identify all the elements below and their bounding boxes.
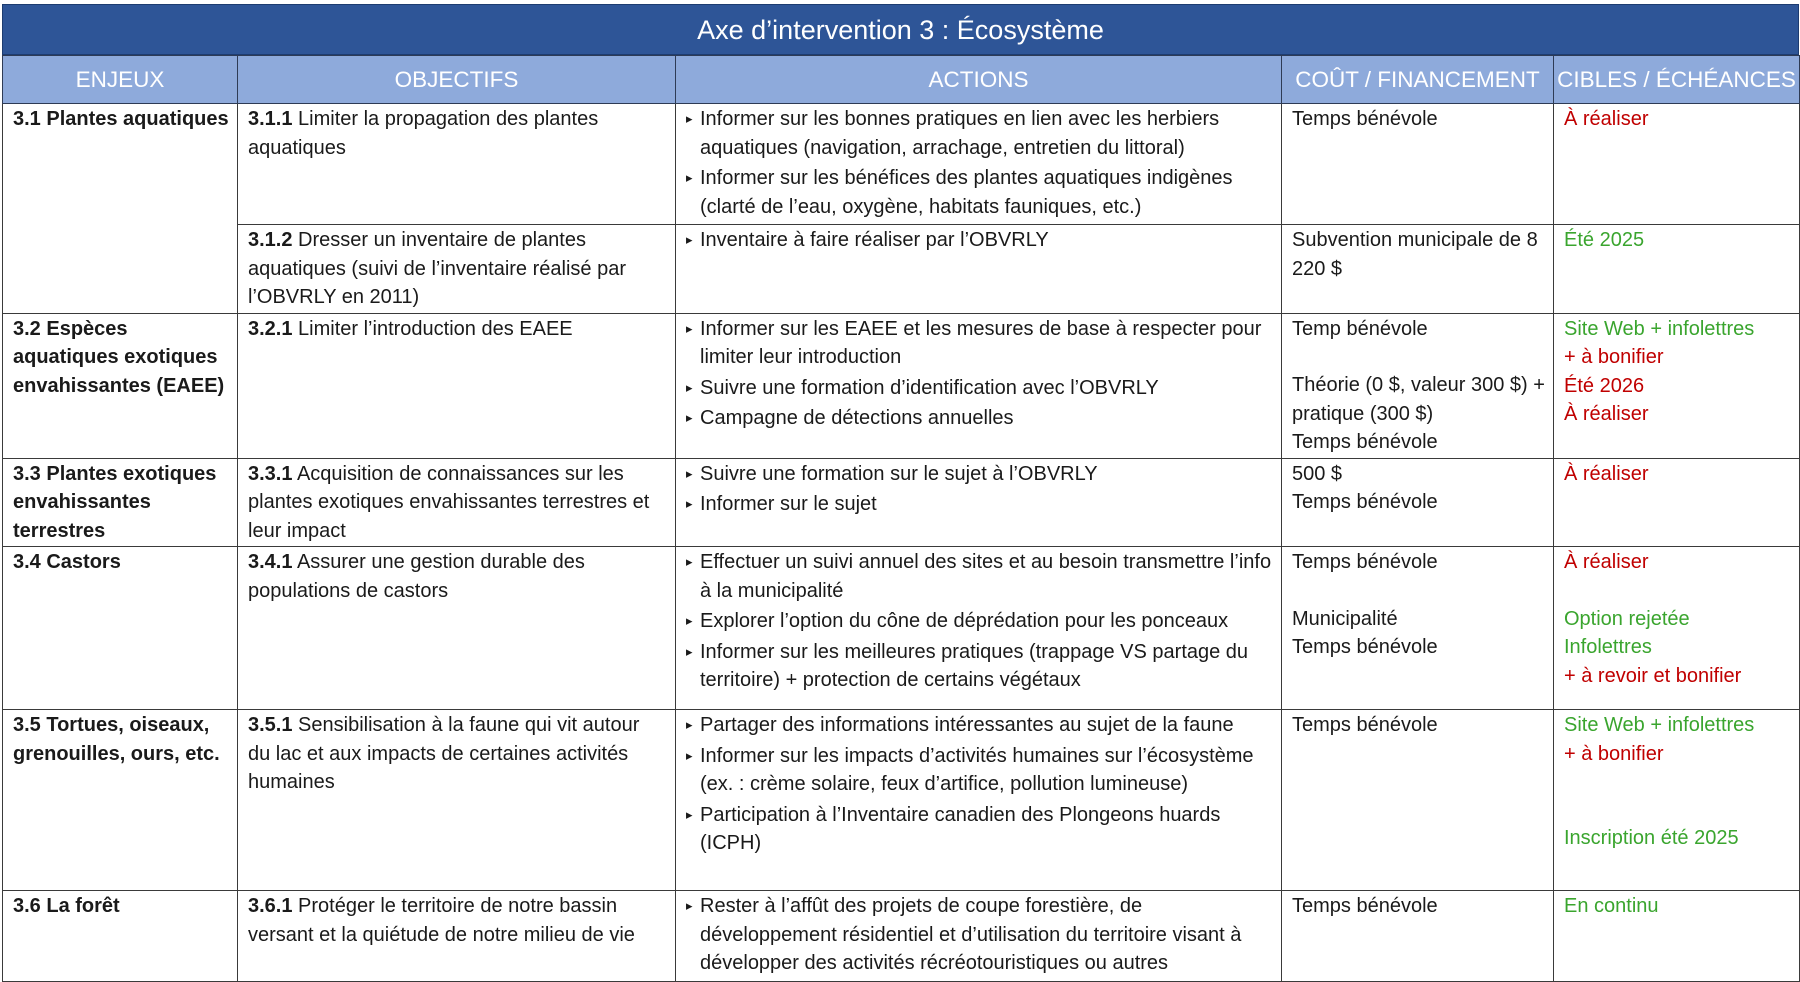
cout-line: Municipalité: [1292, 607, 1398, 630]
cout-line: Temps bénévole: [1292, 895, 1438, 917]
cibles-cell: [1554, 891, 1800, 982]
actions-cell: [676, 891, 1282, 982]
objectif-cell: [238, 225, 676, 314]
sheet-title: Axe d’intervention 3 : Écosystème: [2, 4, 1799, 55]
action-item: ▸ Rester à l’affût des projets de coupe forestière, de développement résidentiel et d’utilisation du territoire visant à développer des activités récréotouristiques ou autres: [686, 892, 1273, 978]
objectif-text: Acquisition de connaissances sur les plantes exotiques envahissantes terrestres et leur impact: [248, 462, 650, 542]
action-item: ▸ Informer sur les meilleures pratiques (trappage VS partage du territoire) + protection de certains végétaux: [686, 638, 1273, 695]
header-actions: ACTIONS: [676, 56, 1282, 104]
cible-line: Été 2025: [1564, 229, 1645, 251]
objectif-text: Sensibilisation à la faune qui vit autour du lac et aux impacts de certaines activités humaines: [248, 714, 640, 793]
header-row: [3, 56, 1800, 104]
cible-line: À réaliser: [1564, 108, 1649, 130]
table-row: [3, 313, 1800, 458]
cibles-cell: [1554, 104, 1800, 225]
cible-line: Option rejetée: [1564, 607, 1690, 630]
cout-line: Temps bénévole: [1292, 551, 1438, 573]
cible-line: Infolettres: [1564, 636, 1652, 658]
table-row: [3, 458, 1800, 547]
objectif-text: Assurer une gestion durable des populations de castors: [248, 551, 585, 602]
cibles-cell: [1554, 458, 1800, 547]
action-item: ▸ Informer sur les impacts d’activités humaines sur l’écosystème (ex. : crème solaire, feux d’artifice, pollution lumineuse): [686, 742, 1273, 799]
enjeu-cell: 3.4 Castors: [3, 547, 238, 710]
header-objectifs: OBJECTIFS: [238, 56, 676, 104]
intervention-table: [2, 55, 1800, 982]
action-item: ▸ Inventaire à faire réaliser par l’OBVRLY: [686, 226, 1273, 255]
cout-line: 500 $: [1292, 462, 1343, 485]
action-item: ▸ Suivre une formation sur le sujet à l’OBVRLY: [686, 460, 1273, 489]
actions-cell: [676, 313, 1282, 458]
cout-cell: [1282, 891, 1554, 982]
cible-line: Site Web + infolettres: [1564, 317, 1755, 340]
objectif-cell: [238, 458, 676, 547]
table-row: [3, 104, 1800, 225]
cout-cell: [1282, 104, 1554, 225]
action-item: ▸ Informer sur les EAEE et les mesures de base à respecter pour limiter leur introduction: [686, 315, 1273, 372]
cout-line: Subvention municipale de 8 220 $: [1292, 229, 1538, 280]
objectif-cell: [238, 547, 676, 710]
cible-line: Site Web + infolettres: [1564, 714, 1755, 736]
enjeu-cell: 3.2 Espèces aquatiques exotiques envahissantes (EAEE): [3, 313, 238, 458]
action-item: ▸ Participation à l’Inventaire canadien des Plongeons huards (ICPH): [686, 801, 1273, 858]
cible-line: + à bonifier: [1564, 346, 1664, 368]
objectif-number: 3.2.1: [248, 317, 293, 340]
objectif-text: Limiter l’introduction des EAEE: [298, 317, 573, 340]
objectif-text: Limiter la propagation des plantes aquatiques: [248, 108, 599, 159]
cout-line: Temps bénévole: [1292, 714, 1438, 736]
objectif-number: 3.1.2: [248, 229, 293, 251]
cible-line: + à revoir et bonifier: [1564, 664, 1742, 687]
action-item: ▸ Partager des informations intéressantes au sujet de la faune: [686, 711, 1273, 740]
cible-line: À réaliser: [1564, 551, 1649, 573]
cible-line: Inscription été 2025: [1564, 827, 1739, 849]
table-row: [3, 891, 1800, 982]
table-row: [3, 225, 1800, 314]
actions-cell: [676, 458, 1282, 547]
action-item: ▸ Informer sur le sujet: [686, 490, 1273, 519]
objectif-number: 3.4.1: [248, 551, 293, 573]
objectif-text: Protéger le territoire de notre bassin versant et la quiétude de notre milieu de vie: [248, 895, 635, 946]
header-cibles: CIBLES / ÉCHÉANCES: [1554, 56, 1800, 104]
cible-line: À réaliser: [1564, 462, 1649, 485]
cout-line: Temps bénévole: [1292, 108, 1438, 130]
actions-cell: [676, 225, 1282, 314]
cout-cell: [1282, 710, 1554, 891]
action-item: ▸ Campagne de détections annuelles: [686, 404, 1273, 433]
objectif-number: 3.5.1: [248, 714, 293, 736]
enjeu-cell: 3.6 La forêt: [3, 891, 238, 982]
action-item: ▸ Informer sur les bonnes pratiques en lien avec les herbiers aquatiques (navigation, arrachage, entretien du littoral): [686, 105, 1273, 162]
action-item: ▸ Effectuer un suivi annuel des sites et au besoin transmettre l’info à la municipalité: [686, 548, 1273, 605]
objectif-cell: [238, 891, 676, 982]
objectif-cell: [238, 104, 676, 225]
cout-cell: [1282, 313, 1554, 458]
objectif-cell: [238, 313, 676, 458]
actions-cell: [676, 547, 1282, 710]
objectif-number: 3.3.1: [248, 462, 293, 485]
intervention-sheet: [2, 4, 1799, 982]
objectif-number: 3.1.1: [248, 108, 293, 130]
cibles-cell: [1554, 547, 1800, 710]
actions-cell: [676, 104, 1282, 225]
enjeu-cell: 3.1 Plantes aquatiques: [3, 104, 238, 314]
cout-line: Temps bénévole: [1292, 636, 1438, 658]
cout-cell: [1282, 458, 1554, 547]
cout-line: Temps bénévole: [1292, 491, 1438, 513]
enjeu-cell: 3.3 Plantes exotiques envahissantes terrestres: [3, 458, 238, 547]
action-item: ▸ Informer sur les bénéfices des plantes aquatiques indigènes (clarté de l’eau, oxygène, habitats fauniques, etc.): [686, 164, 1273, 221]
cout-line: Temp bénévole: [1292, 317, 1428, 340]
actions-cell: [676, 710, 1282, 891]
table-row: [3, 547, 1800, 710]
cout-cell: [1282, 225, 1554, 314]
table-row: [3, 710, 1800, 891]
cibles-cell: [1554, 710, 1800, 891]
enjeu-cell: 3.5 Tortues, oiseaux, grenouilles, ours, etc.: [3, 710, 238, 891]
cout-line: Temps bénévole: [1292, 431, 1438, 453]
objectif-text: Dresser un inventaire de plantes aquatiques (suivi de l’inventaire réalisé par l’OBVRLY en 2011): [248, 229, 626, 308]
objectif-number: 3.6.1: [248, 895, 293, 917]
cout-cell: [1282, 547, 1554, 710]
cible-line: + à bonifier: [1564, 742, 1664, 765]
header-enjeux: ENJEUX: [3, 56, 238, 104]
objectif-cell: [238, 710, 676, 891]
cibles-cell: [1554, 225, 1800, 314]
cible-line: En continu: [1564, 895, 1659, 917]
header-cout: COÛT / FINANCEMENT: [1282, 56, 1554, 104]
action-item: ▸ Explorer l’option du cône de déprédation pour les ponceaux: [686, 607, 1273, 636]
cibles-cell: [1554, 313, 1800, 458]
action-item: ▸ Suivre une formation d’identification avec l’OBVRLY: [686, 374, 1273, 403]
cout-line: Théorie (0 $, valeur 300 $) + pratique (300 $): [1292, 374, 1545, 425]
cible-line: À réaliser: [1564, 403, 1649, 425]
cible-line: Été 2026: [1564, 374, 1645, 397]
